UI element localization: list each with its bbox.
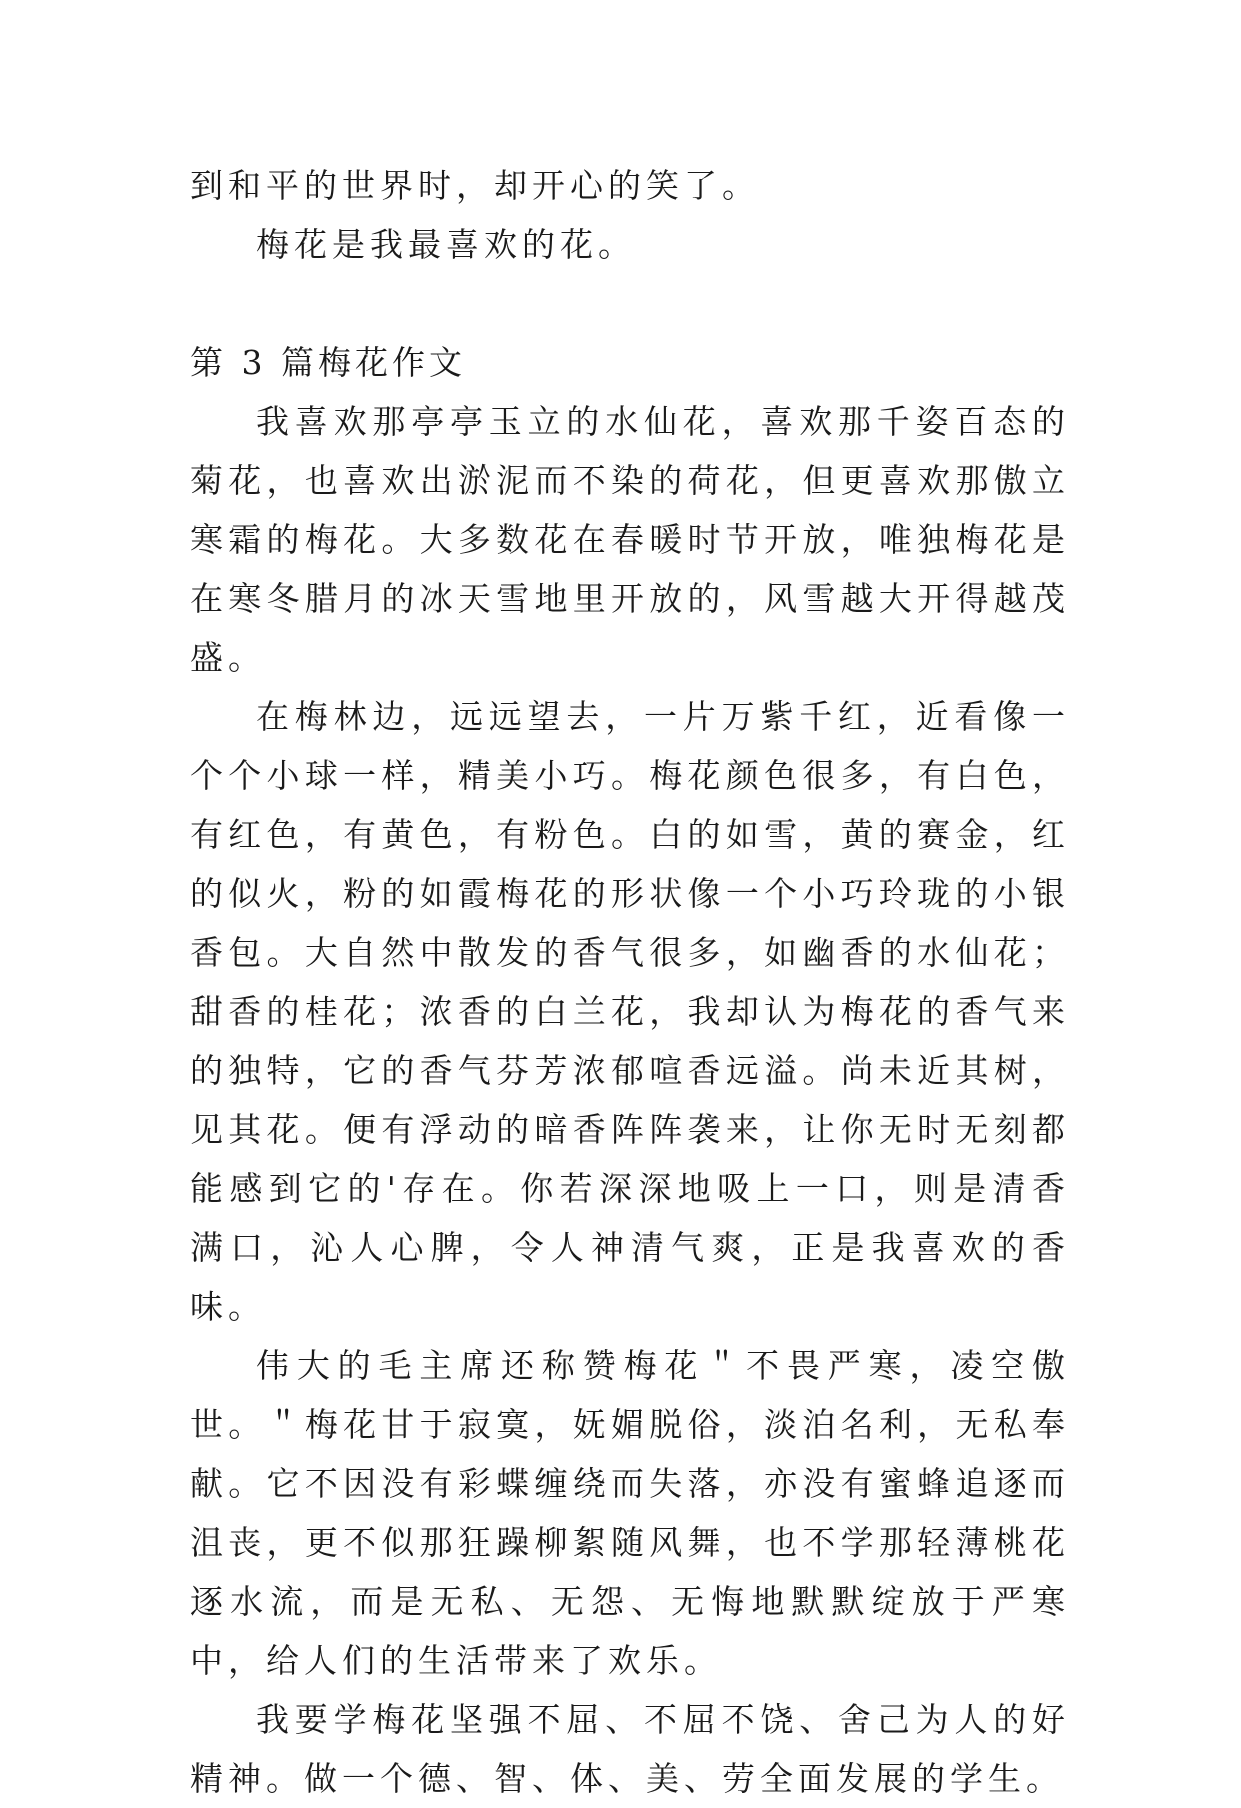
paragraph: 伟大的毛主席还称赞梅花＂不畏严寒，凌空傲世。＂梅花甘于寂寞，妩媚脱俗，淡泊名利，无私奉献。它不因没有彩蝶缠绕而失落，亦没有蜜蜂追逐而沮丧，更不似那狂躁柳絮随风舞，也不学那轻薄桃花逐水流，而是无私、无怨、无悔地默默绽放于严寒中，给人们的生活带来了欢乐。: [190, 1346, 1070, 1680]
paragraph: 我喜欢那亭亭玉立的水仙花，喜欢那千姿百态的菊花，也喜欢出淤泥而不染的荷花，但更喜欢那傲立寒霜的梅花。大多数花在春暖时节开放，唯独梅花是在寒冬腊月的冰天雪地里开放的，风雪越大开得越茂盛。: [190, 402, 1070, 677]
paragraph: 梅花是我最喜欢的花。: [256, 225, 636, 264]
paragraph: 在梅林边，远远望去，一片万紫千红，近看像一个个小球一样，精美小巧。梅花颜色很多，有白色，有红色，有黄色，有粉色。白的如雪，黄的赛金，红的似火，粉的如霞梅花的形状像一个小巧玲珑的小银香包。大自然中散发的香气很多，如幽香的水仙花；甜香的桂花；浓香的白兰花，我却认为梅花的香气来的独特，它的香气芬芳浓郁喧香远溢。尚未近其树，见其花。便有浮动的暗香阵阵袭来，让你无时无刻都能感到它的'存在。你若深深地吸上一口，则是清香满口，沁人心脾，令人神清气爽，正是我喜欢的香味。: [190, 697, 1070, 1326]
paragraph: 我要学梅花坚强不屈、不屈不饶、舍己为人的好精神。做一个德、智、体、美、劳全面发展的学生。: [190, 1700, 1070, 1798]
paragraph-continued: 到和平的世界时，却开心的笑了。: [190, 166, 760, 205]
document-body: [190, 156, 1070, 1808]
section-title: 第 3 篇梅花作文: [190, 343, 466, 382]
